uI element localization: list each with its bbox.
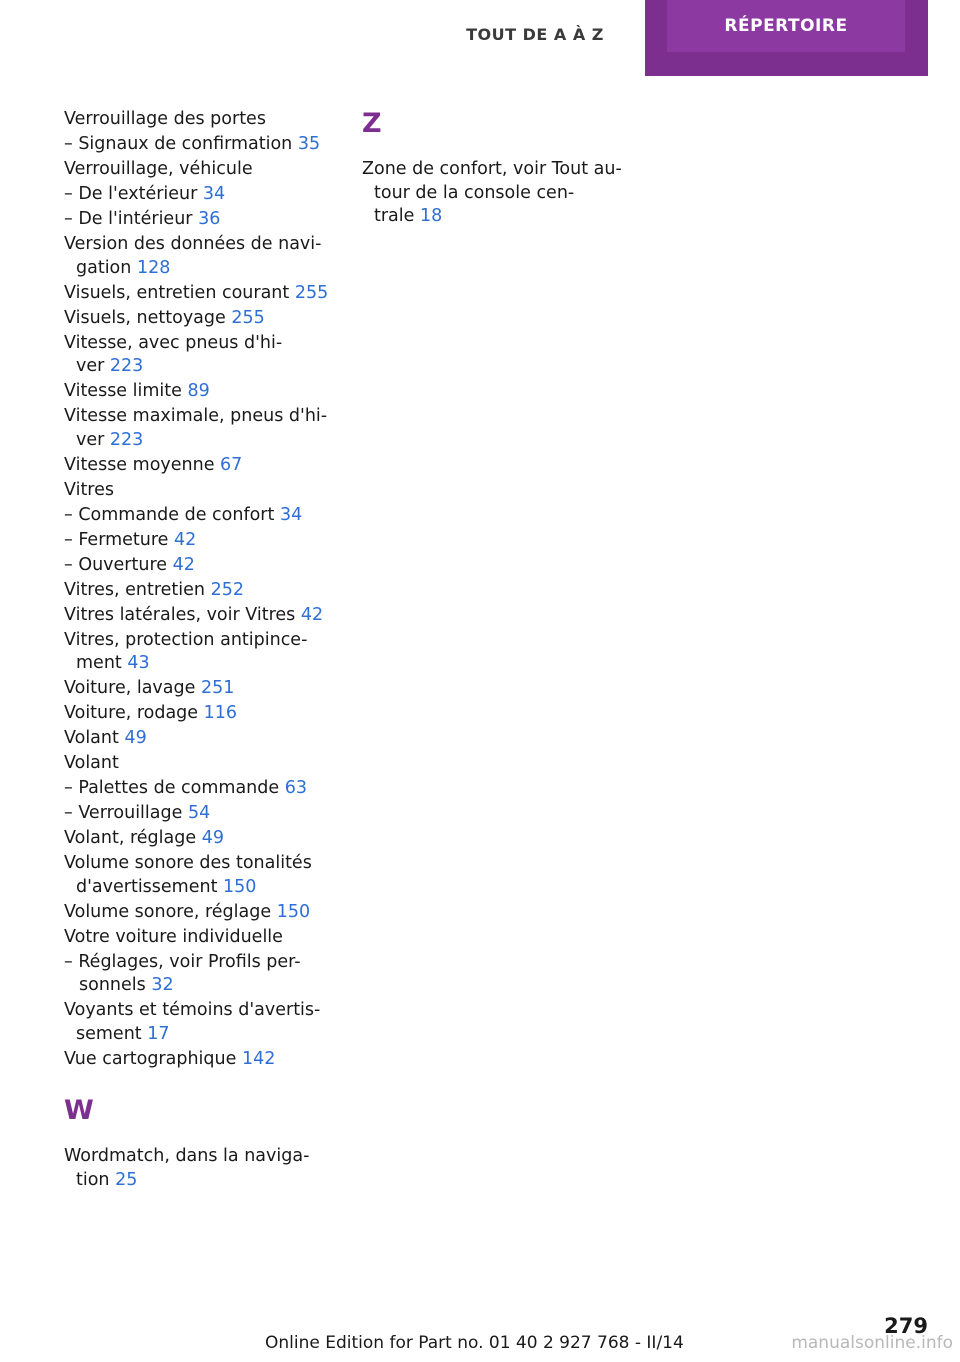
page-link[interactable]: 255 <box>231 307 265 328</box>
index-entry <box>64 951 339 998</box>
page-link[interactable]: 17 <box>147 1023 170 1044</box>
index-entry <box>64 677 339 701</box>
index-entry <box>64 133 339 157</box>
index-column-right <box>362 108 632 230</box>
index-entry <box>64 529 339 553</box>
entry-continuation-text: ver <box>76 429 105 450</box>
entry-text: Zone de confort, voir Tout au- <box>362 159 622 179</box>
entry-continuation-text: tour de la console cen- <box>374 182 575 203</box>
page-link[interactable]: 150 <box>223 876 257 897</box>
index-entry <box>64 1048 339 1072</box>
entry-continuation-text: trale <box>374 206 415 226</box>
entry-text: Vitesse maximale, pneus d'hi- <box>64 406 328 426</box>
index-entry <box>64 579 339 603</box>
index-letter-w: W <box>64 1095 94 1126</box>
index-entry <box>64 827 339 851</box>
index-entry <box>64 999 339 1046</box>
entry-text: Vitesse limite <box>64 381 182 401</box>
entry-continuation-text: sonnels <box>79 975 146 995</box>
page-link[interactable]: 18 <box>420 206 443 226</box>
entry-text: Visuels, nettoyage <box>64 307 226 328</box>
page-link[interactable]: 36 <box>198 209 221 229</box>
page-link[interactable]: 34 <box>202 184 226 204</box>
index-entry <box>64 158 339 182</box>
edition-note: Online Edition for Part no. 01 40 2 927 768 - II/14 <box>265 1333 684 1353</box>
entry-continuation <box>64 257 339 281</box>
entry-text: – De l'intérieur <box>64 209 193 229</box>
index-entry <box>64 702 339 726</box>
page-link[interactable]: 42 <box>174 529 197 550</box>
entry-text: Vitres, protection antipince- <box>64 629 308 650</box>
entry-text: – Fermeture <box>64 529 169 550</box>
index-entry <box>64 454 339 478</box>
page-link[interactable]: 150 <box>276 901 311 922</box>
index-entry <box>64 629 339 676</box>
index-column-left <box>64 108 339 1194</box>
entry-text: – De l'extérieur <box>64 184 198 204</box>
index-list-z <box>362 158 632 229</box>
page-link[interactable]: 49 <box>201 828 224 848</box>
index-entry <box>64 852 339 899</box>
entry-text: Verrouillage des portes <box>64 109 266 129</box>
entry-text: – Ouverture <box>64 554 168 575</box>
running-header-section: TOUT DE A À Z <box>466 24 604 44</box>
index-entry <box>64 307 339 331</box>
entry-text: Vitres <box>64 479 115 500</box>
entry-text: Votre voiture individuelle <box>64 926 283 947</box>
index-entry <box>64 380 339 404</box>
entry-text: Verrouillage, véhicule <box>64 159 253 179</box>
page-link[interactable]: 34 <box>279 504 303 525</box>
page-link[interactable]: 67 <box>220 454 243 475</box>
page-link[interactable]: 35 <box>297 134 321 154</box>
index-entry <box>64 752 339 776</box>
entry-text: – Verrouillage <box>64 803 183 823</box>
entry-continuation <box>64 876 339 900</box>
entry-text: – Signaux de confirmation <box>64 134 293 154</box>
entry-text: Vitesse moyenne <box>64 454 215 475</box>
page-link[interactable]: 63 <box>284 778 308 798</box>
index-entry <box>64 554 339 578</box>
entry-text: Vitres latérales, voir Vitres <box>64 604 296 625</box>
index-entry <box>64 777 339 801</box>
index-entry <box>64 504 339 528</box>
entry-text: Visuels, entretien courant <box>64 282 290 303</box>
index-entry <box>64 332 339 379</box>
page-link[interactable]: 252 <box>210 579 244 600</box>
entry-continuation-text: ver <box>76 356 105 376</box>
entry-text: Vue cartographique <box>64 1048 237 1069</box>
entry-continuation <box>64 1023 339 1047</box>
entry-text: – Commande de confort <box>64 504 275 525</box>
entry-text: – Réglages, voir Profils per- <box>64 951 301 972</box>
entry-continuation <box>64 429 339 453</box>
index-entry <box>64 108 339 132</box>
index-entry <box>362 158 632 229</box>
page-link[interactable]: 255 <box>294 282 329 303</box>
entry-text: Volant <box>64 753 119 773</box>
entry-text: Voyants et témoins d'avertis- <box>64 1000 321 1020</box>
page-link[interactable]: 43 <box>127 653 150 673</box>
entry-continuation <box>362 205 632 229</box>
index-list-v <box>64 108 339 1071</box>
entry-continuation-text: gation <box>76 257 132 278</box>
entry-text: Voiture, rodage <box>64 703 199 723</box>
entry-text: Volume sonore, réglage <box>64 901 272 922</box>
index-entry <box>64 727 339 751</box>
entry-continuation-text: sement <box>76 1023 142 1044</box>
entry-text: Volume sonore des tonalités <box>64 853 312 873</box>
entry-continuation <box>64 355 339 379</box>
index-entry <box>64 208 339 232</box>
entry-text: Volant <box>64 728 119 748</box>
page-link[interactable]: 142 <box>241 1048 276 1069</box>
page-link[interactable]: 32 <box>151 975 174 995</box>
page-link[interactable]: 42 <box>172 554 195 575</box>
page-link[interactable]: 128 <box>136 257 171 278</box>
page-link[interactable]: 251 <box>200 678 235 698</box>
page-link[interactable]: 54 <box>187 803 211 823</box>
entry-text: Wordmatch, dans la naviga- <box>64 1146 310 1166</box>
index-entry <box>64 282 339 306</box>
page-link[interactable]: 49 <box>124 728 147 748</box>
entry-text: Vitesse, avec pneus d'hi- <box>64 332 283 353</box>
page-link[interactable]: 116 <box>203 703 238 723</box>
page-link[interactable]: 223 <box>109 356 144 376</box>
entry-continuation-text: d'avertissement <box>76 876 218 897</box>
index-entry <box>64 233 339 280</box>
entry-text: Volant, réglage <box>64 828 197 848</box>
watermark: manualsonline.info <box>791 1333 953 1353</box>
index-entry <box>64 479 339 503</box>
entry-text: Version des données de navi- <box>64 234 322 254</box>
index-entry <box>64 901 339 925</box>
index-entry <box>64 183 339 207</box>
index-entry <box>64 1145 339 1192</box>
page-link[interactable]: 223 <box>109 429 144 450</box>
page-link[interactable]: 25 <box>115 1169 138 1190</box>
entry-text: Voiture, lavage <box>64 678 196 698</box>
entry-continuation <box>64 974 339 998</box>
index-entry <box>64 802 339 826</box>
index-entry <box>64 926 339 950</box>
index-list-w <box>64 1145 339 1192</box>
entry-continuation-text: ment <box>76 653 122 673</box>
chapter-tab-label: RÉPERTOIRE <box>667 0 905 52</box>
entry-text: Vitres, entretien <box>64 579 206 600</box>
entry-text: – Palettes de commande <box>64 778 280 798</box>
entry-continuation <box>64 652 339 676</box>
entry-continuation <box>64 1169 339 1193</box>
index-entry <box>64 604 339 628</box>
page-number: 279 <box>884 1314 928 1338</box>
page-link[interactable]: 42 <box>300 604 324 625</box>
page-link[interactable]: 89 <box>187 381 210 401</box>
index-entry <box>64 405 339 452</box>
chapter-tab[interactable] <box>645 0 928 76</box>
entry-continuation <box>362 182 632 206</box>
index-letter-z: Z <box>362 108 382 139</box>
entry-continuation-text: tion <box>76 1169 110 1190</box>
